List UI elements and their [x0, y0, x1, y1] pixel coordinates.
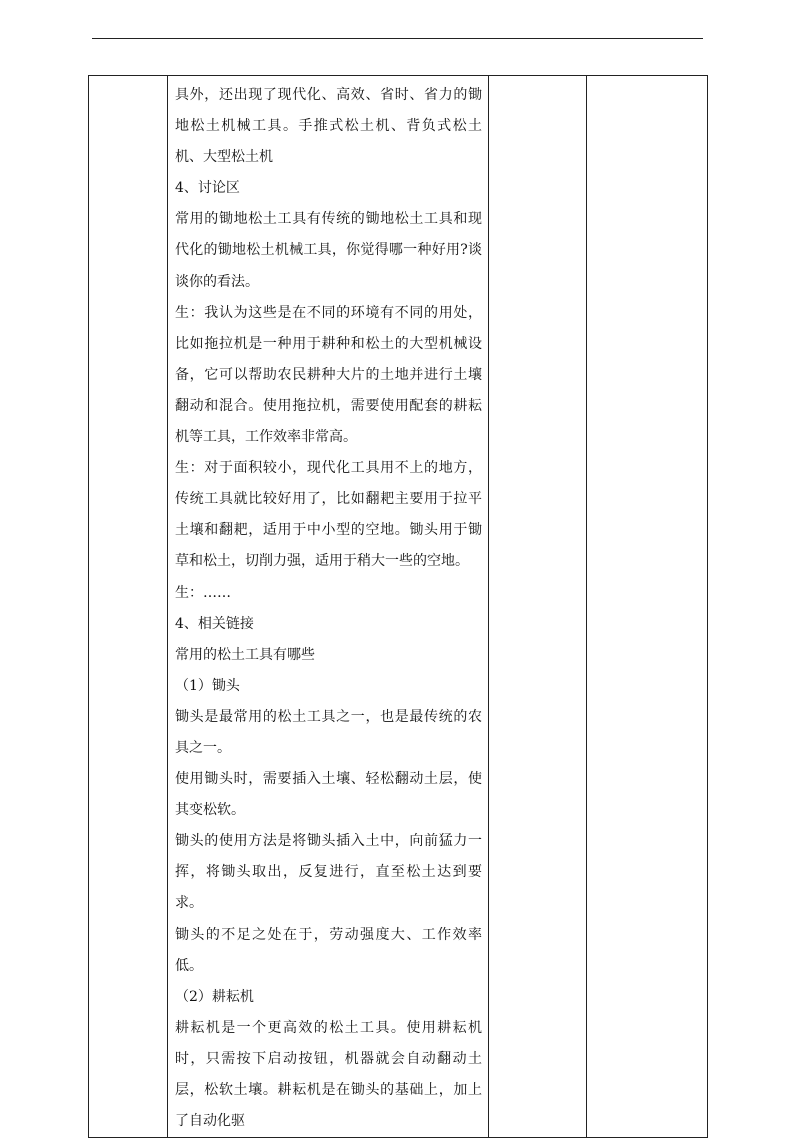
- paragraph: 耕耘机是一个更高效的松土工具。使用耕耘机时，只需按下启动按钮，机器就会自动翻动土层，松软土壤。耕耘机是在锄头的基础上，加上了自动化驱: [175, 1019, 482, 1130]
- header-rule: [92, 38, 703, 39]
- section-heading: 4、相关链接: [175, 615, 254, 632]
- student-answer: 生：……: [175, 584, 231, 601]
- content-body: [168, 76, 488, 1137]
- table-cell-content: [168, 76, 489, 1138]
- table-cell-notes: [587, 76, 708, 1138]
- paragraph: 使用锄头时，需要插入土壤、轻松翻动土层，使其变松软。: [175, 771, 482, 819]
- paragraph: 常用的松土工具有哪些: [175, 646, 315, 663]
- section-heading: 4、讨论区: [175, 180, 240, 197]
- paragraph: 常用的锄地松土工具有传统的锄地松土工具和现代化的锄地松土机械工具，你觉得哪一种好用?谈谈你的看法。: [175, 211, 482, 290]
- table-row: [89, 76, 708, 1138]
- paragraph: 锄头是最常用的松土工具之一，也是最传统的农具之一。: [175, 708, 482, 756]
- table-cell-student: [489, 76, 587, 1138]
- student-answer: 生：对于面积较小，现代化工具用不上的地方，传统工具就比较好用了，比如翻耙主要用于拉平土壤和翻耙，适用于中小型的空地。锄头用于锄草和松土，切削力强，适用于稍大一些的空地。: [175, 460, 482, 570]
- student-answer: 生：我认为这些是在不同的环境有不同的用处，比如拖拉机是一种用于耕种和松土的大型机械设备，它可以帮助农民耕种大片的土地并进行土壤翻动和混合。使用拖拉机，需要使用配套的耕耘机等工具，工作效率非常高。: [175, 304, 482, 446]
- sub-heading: （2）耕耘机: [175, 988, 254, 1005]
- sub-heading: （1）锄头: [175, 677, 240, 694]
- paragraph: 锄头的不足之处在于，劳动强度大、工作效率低。: [175, 926, 482, 974]
- paragraph: 锄头的使用方法是将锄头插入土中，向前猛力一挥，将锄头取出，反复进行，直至松土达到要求。: [175, 833, 482, 912]
- table-cell-step: [89, 76, 168, 1138]
- lesson-table: [88, 75, 708, 1138]
- paragraph: 具外，还出现了现代化、高效、省时、省力的锄地松土机械工具。手推式松土机、背负式松土机、大型松土机: [175, 87, 482, 166]
